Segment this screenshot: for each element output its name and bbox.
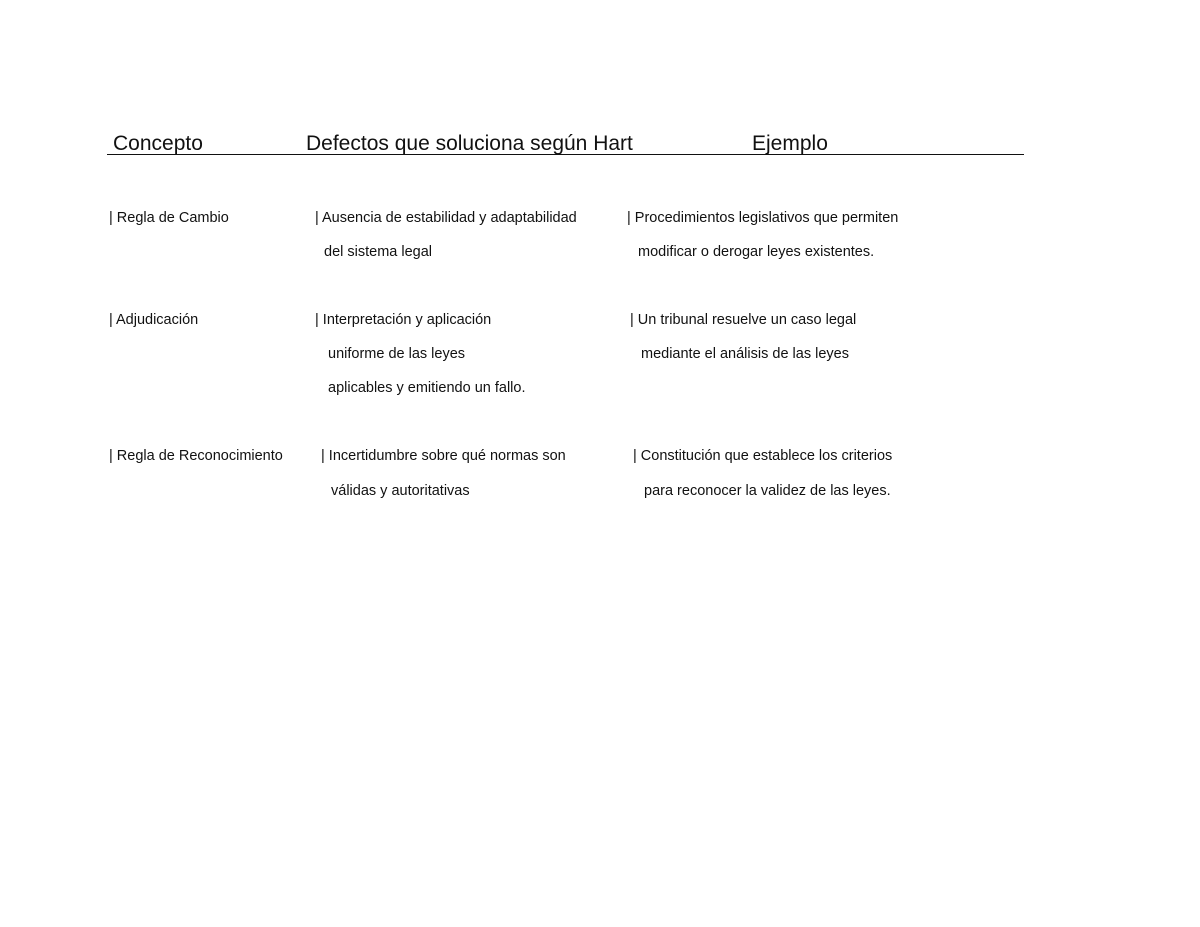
row-defects-line: | Interpretación y aplicación [315, 312, 492, 328]
row-concept: | Adjudicación [109, 312, 199, 328]
row-concept: | Regla de Cambio [109, 210, 229, 226]
header-underline [107, 154, 1024, 155]
row-defects-line: | Incertidumbre sobre qué normas son [321, 448, 566, 464]
row-defects-line: uniforme de las leyes [328, 346, 466, 362]
header-ejemplo: Ejemplo [752, 132, 828, 155]
row-defects-line: válidas y autoritativas [331, 483, 470, 499]
header-concepto: Concepto [113, 132, 203, 155]
row-example-line: modificar o derogar leyes existentes. [638, 244, 875, 260]
row-concept: | Regla de Reconocimiento [109, 448, 283, 464]
row-defects-line: del sistema legal [324, 244, 432, 260]
row-defects-line: aplicables y emitiendo un fallo. [328, 380, 526, 396]
row-example-line: | Procedimientos legislativos que permiten [627, 210, 899, 226]
row-example-line: para reconocer la validez de las leyes. [644, 483, 891, 499]
row-defects-line: | Ausencia de estabilidad y adaptabilidad [315, 210, 577, 226]
row-example-line: mediante el análisis de las leyes [641, 346, 849, 362]
row-example-line: | Constitución que establece los criterios [633, 448, 893, 464]
header-defectos: Defectos que soluciona según Hart [306, 132, 633, 155]
row-example-line: | Un tribunal resuelve un caso legal [630, 312, 857, 328]
